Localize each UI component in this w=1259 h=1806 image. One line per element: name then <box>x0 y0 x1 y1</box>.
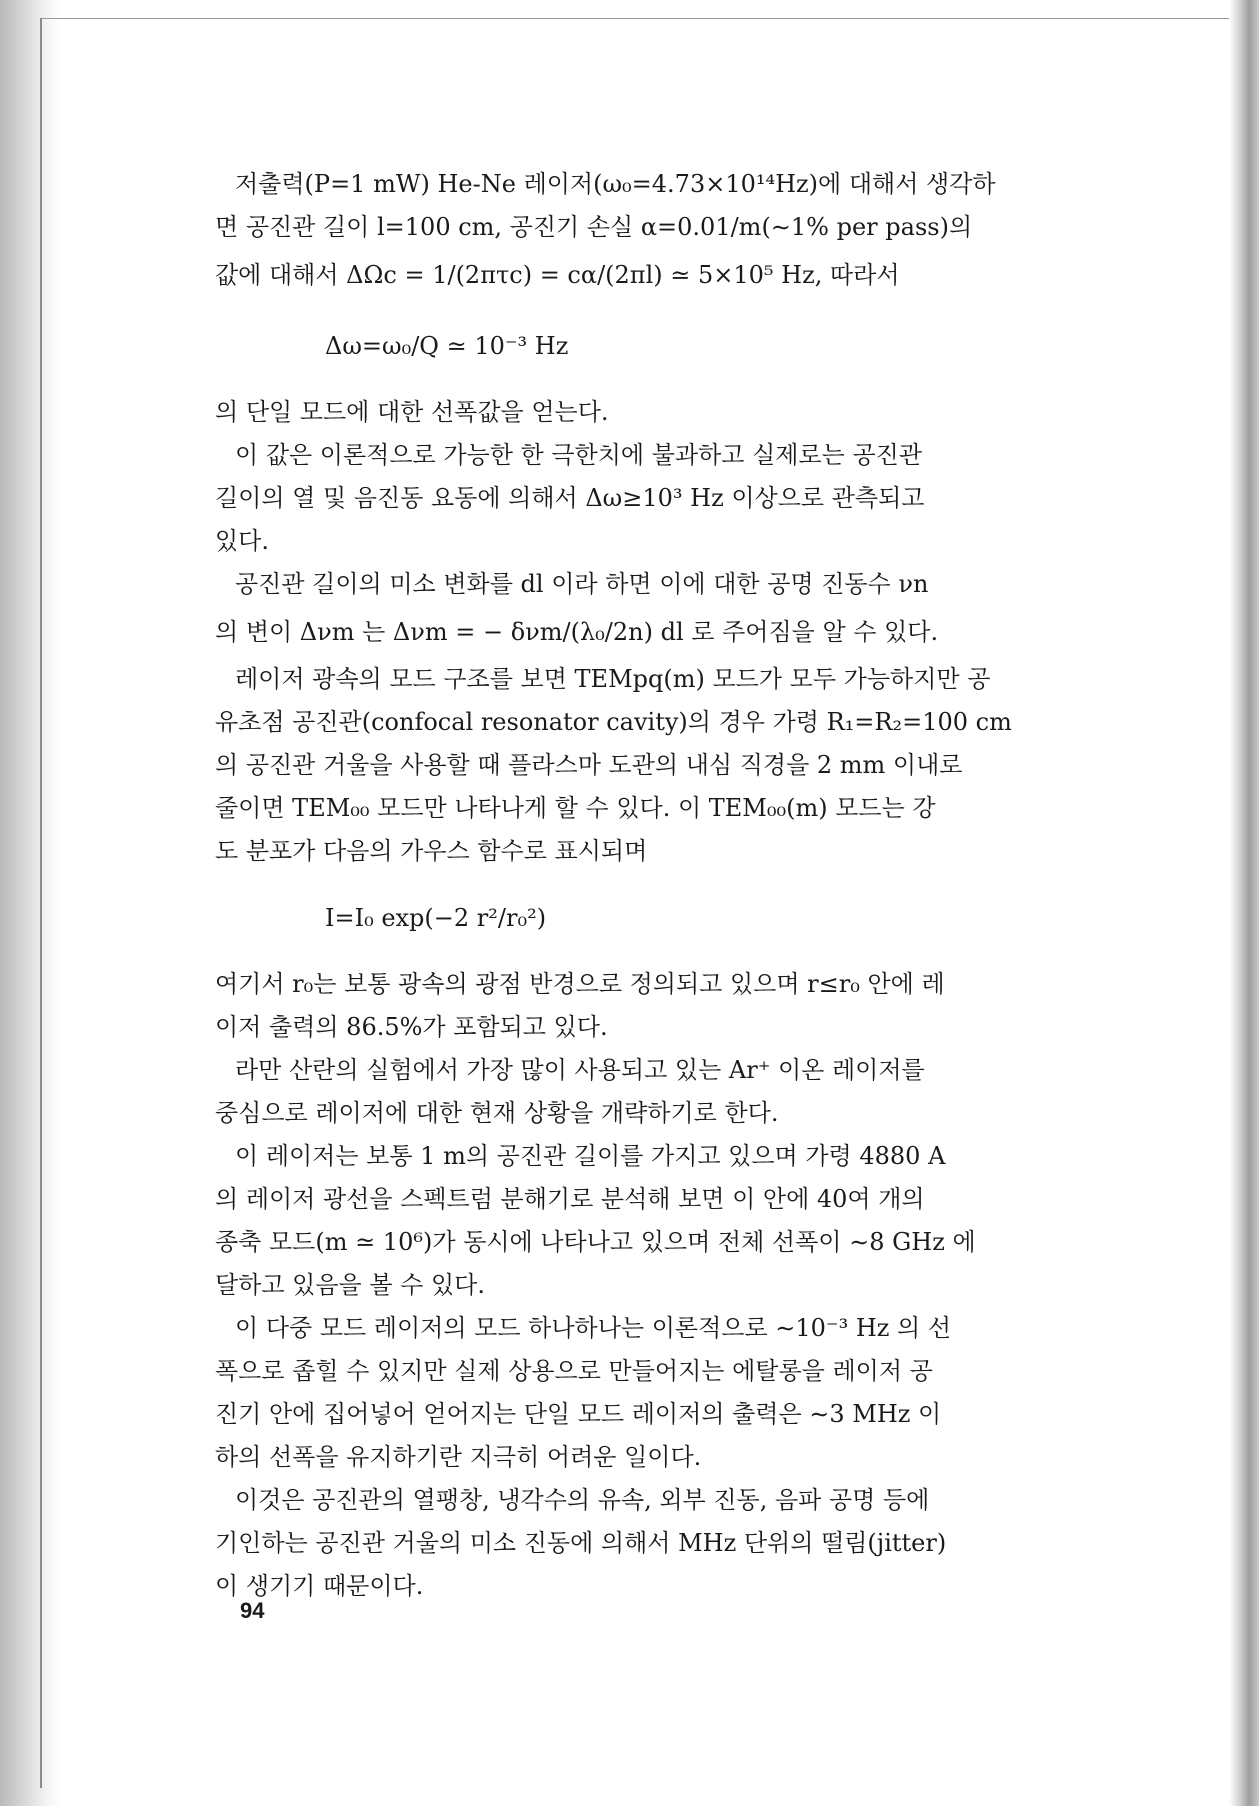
text-line: 기인하는 공진관 거울의 미소 진동에 의해서 MHz 단위의 떨림(jitter) <box>215 1529 947 1557</box>
text-line: 공진관 길이의 미소 변화를 dl 이라 하면 이에 대한 공명 진동수 νn <box>235 570 929 598</box>
text-line: 이 레이저는 보통 1 m의 공진관 길이를 가지고 있으며 가령 4880 A <box>235 1142 946 1170</box>
equation-linewidth: Δω=ω₀/Q ≃ 10⁻³ Hz <box>325 332 569 360</box>
text-line: 진기 안에 집어넣어 얻어지는 단일 모드 레이저의 출력은 ∼3 MHz 이 <box>215 1400 942 1428</box>
text-line: 여기서 r₀는 보통 광속의 광점 반경으로 정의되고 있으며 r≤r₀ 안에 레 <box>215 970 945 998</box>
text-line: 중심으로 레이저에 대한 현재 상황을 개략하기로 한다. <box>215 1099 779 1127</box>
text-line: 이것은 공진관의 열팽창, 냉각수의 유속, 외부 진동, 음파 공명 등에 <box>235 1486 930 1514</box>
text-line: 이 다중 모드 레이저의 모드 하나하나는 이론적으로 ∼10⁻³ Hz 의 선 <box>235 1314 952 1342</box>
page-top-edge <box>42 18 1232 19</box>
text-line: 하의 선폭을 유지하기란 지극히 어려운 일이다. <box>215 1443 702 1471</box>
text-line: 유초점 공진관(confocal resonator cavity)의 경우 가령 R₁=R₂=100 cm <box>215 708 1012 736</box>
page-body-text <box>215 163 1115 1608</box>
text-line: 길이의 열 및 음진동 요동에 의해서 Δω≥10³ Hz 이상으로 관측되고 <box>215 484 925 512</box>
text-line: 줄이면 TEM₀₀ 모드만 나타나게 할 수 있다. 이 TEM₀₀(m) 모드는 강 <box>215 794 936 822</box>
text-line: 폭으로 좁힐 수 있지만 실제 상용으로 만들어지는 에탈롱을 레이저 공 <box>215 1357 933 1385</box>
text-line: 종축 모드(m ≃ 10⁶)가 동시에 나타나고 있으며 전체 선폭이 ∼8 GHz 에 <box>215 1228 976 1256</box>
equation-gaussian: I=I₀ exp(−2 r²/r₀²) <box>325 904 547 932</box>
binding-edge-line <box>40 18 42 1788</box>
book-binding-shadow <box>0 0 60 1806</box>
text-line: 레이저 광속의 모드 구조를 보면 TEMpq(m) 모드가 모두 가능하지만 공 <box>235 665 991 693</box>
text-line: 이 생기기 때문이다. <box>215 1572 424 1600</box>
text-line: 의 레이저 광선을 스펙트럼 분해기로 분석해 보면 이 안에 40여 개의 <box>215 1185 925 1213</box>
page-stack-edge <box>1229 0 1259 1806</box>
text-line: 면 공진관 길이 l=100 cm, 공진기 손실 α=0.01/m(∼1% per pass)의 <box>215 213 973 241</box>
text-line: 이 값은 이론적으로 가능한 한 극한치에 불과하고 실제로는 공진관 <box>235 441 922 469</box>
text-line: 라만 산란의 실험에서 가장 많이 사용되고 있는 Ar⁺ 이온 레이저를 <box>235 1056 925 1084</box>
text-line: 값에 대해서 ΔΩc = 1/(2πτc) = cα/(2πl) ≃ 5×10⁵ Hz, 따라서 <box>215 261 900 289</box>
text-line: 이저 출력의 86.5%가 포함되고 있다. <box>215 1013 608 1041</box>
text-line: 달하고 있음을 볼 수 있다. <box>215 1271 485 1299</box>
text-line: 있다. <box>215 527 269 555</box>
text-line: 도 분포가 다음의 가우스 함수로 표시되며 <box>215 837 648 865</box>
text-line: 저출력(P=1 mW) He-Ne 레이저(ω₀=4.73×10¹⁴Hz)에 대해서 생각하 <box>235 170 996 198</box>
text-line: 의 공진관 거울을 사용할 때 플라스마 도관의 내심 직경을 2 mm 이내로 <box>215 751 963 779</box>
page-number: 94 <box>240 1598 265 1623</box>
text-line: 의 변이 Δνm 는 Δνm = − δνm/(λ₀/2n) dl 로 주어짐을 알 수 있다. <box>215 618 939 646</box>
text-line: 의 단일 모드에 대한 선폭값을 얻는다. <box>215 398 609 426</box>
